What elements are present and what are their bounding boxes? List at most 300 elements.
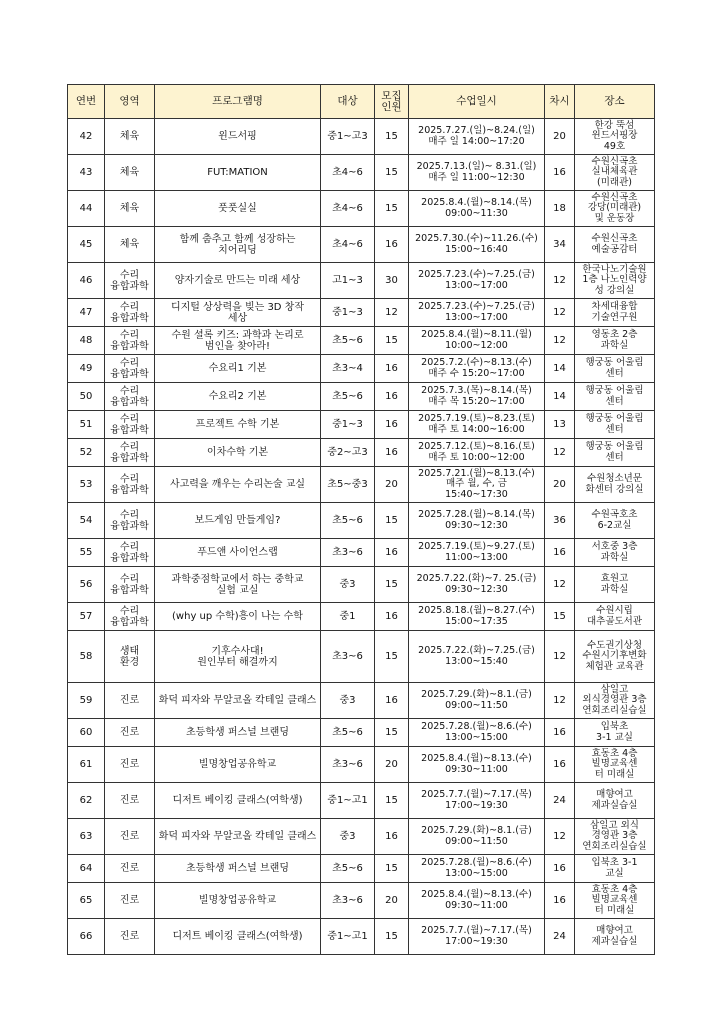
cell-place-line: 연회조리실습실: [582, 704, 647, 716]
cell-program-line: 초등학생 퍼스널 브랜딩: [186, 727, 289, 738]
cell-sessions: 12: [545, 439, 575, 467]
cell-date-line: 2025.8.4.(월)~8.11.(월): [421, 329, 532, 340]
cell-area-line: 융합과학: [110, 424, 149, 436]
cell-no: 52: [68, 439, 105, 467]
table-row: [68, 747, 655, 783]
cell-place: [575, 567, 655, 603]
cell-count: 15: [375, 783, 409, 819]
cell-count: 15: [375, 503, 409, 539]
cell-place: [575, 631, 655, 683]
cell-target: 초4~6: [321, 191, 375, 227]
cell-no: 46: [68, 263, 105, 299]
cell-program-line: 치어리딩: [218, 244, 257, 256]
cell-area-line: 체육: [119, 167, 140, 178]
cell-area: [105, 683, 155, 719]
cell-sessions: 12: [545, 631, 575, 683]
cell-sessions: 16: [545, 747, 575, 783]
cell-place-line: 수원신곡초: [591, 191, 638, 203]
cell-place-line: 수원신곡초: [591, 155, 638, 167]
cell-program: [155, 503, 321, 539]
cell-program: [155, 119, 321, 155]
cell-date-line: 2025.7.3.(목)~8.14.(목): [421, 385, 532, 396]
cell-area: [105, 719, 155, 747]
cell-program: [155, 567, 321, 603]
cell-date: [409, 783, 545, 819]
cell-place-line: 화센터 강의실: [585, 483, 644, 495]
cell-no: 64: [68, 855, 105, 883]
cell-date-line: 2025.7.29.(화)~8.1.(금): [421, 689, 532, 700]
cell-program-line: 사고력을 깨우는 수리논술 교실: [169, 479, 306, 490]
cell-place-line: 윈드서핑장: [591, 130, 638, 142]
cell-program: [155, 439, 321, 467]
cell-date-line: 2025.8.18.(월)~8.27.(수): [418, 605, 535, 616]
cell-program: [155, 539, 321, 567]
cell-place: [575, 299, 655, 327]
cell-place-line: 3-1 교실: [596, 731, 633, 743]
cell-program-line: 이차수학 기본: [206, 447, 269, 458]
cell-date-line: 매주 수 15:20~17:00: [428, 367, 525, 379]
cell-date-line: 2025.7.28.(월)~8.14.(목): [418, 509, 535, 520]
cell-date-line: 13:00~17:00: [445, 311, 508, 323]
cell-no: 50: [68, 383, 105, 411]
cell-place: [575, 327, 655, 355]
cell-date: [409, 819, 545, 855]
cell-sessions: 12: [545, 327, 575, 355]
cell-sessions: 16: [545, 719, 575, 747]
cell-place-line: 제과실습실: [591, 935, 638, 947]
cell-target: 초3~4: [321, 355, 375, 383]
cell-program-line: 범인을 찾아라!: [204, 340, 271, 352]
cell-place: [575, 919, 655, 955]
cell-count: 16: [375, 355, 409, 383]
cell-place: [575, 819, 655, 855]
cell-program: [155, 719, 321, 747]
header-no: 연번: [68, 85, 105, 119]
cell-date: [409, 119, 545, 155]
cell-target: 초3~6: [321, 883, 375, 919]
cell-place-line: 대추골도서관: [586, 615, 643, 627]
cell-area-line: 융합과학: [110, 452, 149, 464]
cell-area: [105, 263, 155, 299]
cell-place: [575, 603, 655, 631]
cell-date-line: 2025.7.27.(일)~8.24.(일): [418, 125, 535, 136]
cell-program-line: 수원 셜록 키즈: 과학과 논리로: [171, 329, 304, 341]
cell-place-line: 과학실: [600, 583, 629, 595]
cell-date: [409, 383, 545, 411]
cell-date: [409, 567, 545, 603]
cell-program-line: 세상: [227, 312, 248, 324]
cell-area-line: 수리: [119, 385, 140, 397]
cell-place-line: 교실: [605, 867, 624, 879]
cell-place-line: 성 강의실: [594, 284, 635, 296]
cell-sessions: 16: [545, 883, 575, 919]
cell-program-line: 화덕 피자와 무알코올 칵테일 클래스: [158, 831, 317, 842]
cell-sessions: 14: [545, 355, 575, 383]
cell-place-line: 수원시기후변화: [582, 650, 647, 662]
cell-program-line: 프로젝트 수학 기본: [195, 419, 280, 430]
header-count-line: 모집: [381, 89, 402, 102]
cell-area-line: 융합과학: [110, 312, 149, 324]
cell-no: 44: [68, 191, 105, 227]
cell-target: 중1~고1: [321, 783, 375, 819]
cell-area-line: 수리: [119, 269, 140, 281]
cell-date: [409, 467, 545, 503]
cell-area-line: 수리: [119, 509, 140, 521]
cell-sessions: 16: [545, 855, 575, 883]
cell-program: [155, 683, 321, 719]
cell-place-line: 수원시립: [596, 605, 633, 616]
cell-count: 20: [375, 747, 409, 783]
cell-count: 15: [375, 191, 409, 227]
table-row: [68, 119, 655, 155]
table-row: [68, 855, 655, 883]
cell-place: [575, 855, 655, 883]
cell-program-line: 푸드앤 사이언스랩: [197, 547, 278, 558]
cell-date: [409, 503, 545, 539]
cell-date-line: 09:30~12:30: [445, 519, 508, 531]
cell-target: 중1: [321, 603, 375, 631]
cell-date: [409, 155, 545, 191]
cell-area: [105, 119, 155, 155]
cell-place-line: 영동초 2층: [591, 329, 638, 340]
cell-no: 61: [68, 747, 105, 783]
cell-area-line: 수리: [119, 541, 140, 553]
cell-program: [155, 355, 321, 383]
cell-place-line: 강당(미래관): [587, 202, 642, 214]
cell-date-line: 09:30~11:00: [445, 763, 508, 775]
table-row: [68, 355, 655, 383]
cell-program-line: 보드게임 만들게임?: [194, 515, 281, 526]
cell-target: 초4~6: [321, 155, 375, 191]
cell-sessions: 34: [545, 227, 575, 263]
cell-area: [105, 299, 155, 327]
cell-program: [155, 411, 321, 439]
cell-program-line: 원인부터 해결까지: [197, 656, 278, 668]
table-row: [68, 299, 655, 327]
cell-date: [409, 299, 545, 327]
cell-date: [409, 855, 545, 883]
cell-program: [155, 747, 321, 783]
cell-count: 16: [375, 383, 409, 411]
cell-program: [155, 299, 321, 327]
cell-no: 57: [68, 603, 105, 631]
cell-place: [575, 155, 655, 191]
cell-date: [409, 439, 545, 467]
cell-place-line: 행궁동 어울림: [585, 385, 644, 396]
cell-area-line: 진로: [119, 727, 140, 738]
table-row: [68, 467, 655, 503]
cell-place: [575, 683, 655, 719]
cell-area-line: 진로: [119, 695, 140, 706]
cell-date-line: 09:00~11:30: [445, 207, 508, 219]
cell-area-line: 융합과학: [110, 340, 149, 352]
cell-area-line: 융합과학: [110, 584, 149, 596]
cell-target: 중1~3: [321, 299, 375, 327]
cell-place-line: 행궁동 어울림: [585, 413, 644, 424]
cell-place: [575, 503, 655, 539]
cell-date-line: 2025.7.22.(화)~7.25.(금): [418, 645, 535, 656]
cell-target: 초5~중3: [321, 467, 375, 503]
cell-date-line: 매주 토 14:00~16:00: [428, 423, 525, 435]
table-row: [68, 411, 655, 439]
cell-sessions: 24: [545, 919, 575, 955]
cell-program-line: 기후수사대!: [211, 645, 264, 657]
cell-target: 초4~6: [321, 227, 375, 263]
cell-date-line: 2025.7.28.(월)~8.6.(수): [421, 857, 532, 868]
cell-program: [155, 155, 321, 191]
header-place: 장소: [575, 85, 655, 119]
table-row: [68, 383, 655, 411]
cell-sessions: 36: [545, 503, 575, 539]
cell-date-line: 2025.7.23.(수)~7.25.(금): [418, 269, 535, 280]
cell-place: [575, 119, 655, 155]
cell-sessions: 16: [545, 539, 575, 567]
cell-date-line: 2025.7.13.(일)~ 8.31.(일): [416, 161, 537, 172]
cell-place-line: 및 운동장: [594, 212, 635, 224]
cell-place: [575, 783, 655, 819]
cell-date: [409, 631, 545, 683]
cell-date-line: 매주 토 10:00~12:00: [428, 451, 525, 463]
cell-place: [575, 439, 655, 467]
cell-place-line: 수도권기상청: [586, 639, 643, 651]
cell-date-line: 2025.7.21.(월)~8.13.(수): [418, 467, 535, 479]
cell-date-line: 2025.7.19.(토)~9.27.(토): [418, 541, 535, 552]
cell-date-line: 17:00~19:30: [445, 799, 508, 811]
cell-place: [575, 227, 655, 263]
cell-area-line: 수리: [119, 413, 140, 425]
cell-place-line: 터 미래실: [594, 768, 635, 780]
table-row: [68, 883, 655, 919]
cell-date-line: 13:00~15:40: [445, 655, 508, 667]
cell-target: 중3: [321, 819, 375, 855]
cell-area: [105, 467, 155, 503]
table-row: [68, 719, 655, 747]
cell-date-line: 09:00~11:50: [445, 835, 508, 847]
cell-place: [575, 467, 655, 503]
cell-place: [575, 411, 655, 439]
cell-area: [105, 227, 155, 263]
header-date: 수업일시: [409, 85, 545, 119]
cell-date-line: 2025.7.12.(토)~8.16.(토): [418, 441, 535, 452]
cell-program: [155, 855, 321, 883]
cell-place: [575, 263, 655, 299]
cell-area-line: 체육: [119, 131, 140, 142]
cell-date-line: 매주 월, 수, 금: [446, 478, 507, 490]
cell-no: 47: [68, 299, 105, 327]
cell-place: [575, 355, 655, 383]
cell-place-line: 센터: [605, 423, 624, 435]
cell-place: [575, 747, 655, 783]
cell-place-line: 효원고: [600, 573, 629, 584]
cell-date-line: 15:40~17:30: [445, 488, 508, 500]
cell-count: 15: [375, 919, 409, 955]
cell-target: 초5~6: [321, 719, 375, 747]
cell-area: [105, 155, 155, 191]
cell-place-line: 과학실: [600, 339, 629, 351]
cell-program: [155, 883, 321, 919]
cell-date-line: 2025.7.23.(수)~7.25.(금): [418, 301, 535, 312]
cell-no: 58: [68, 631, 105, 683]
cell-no: 42: [68, 119, 105, 155]
cell-date-line: 13:00~15:00: [445, 731, 508, 743]
cell-sessions: 24: [545, 783, 575, 819]
cell-program-line: 양자기술로 만드는 미래 세상: [174, 275, 301, 286]
cell-program: [155, 783, 321, 819]
cell-area-line: 수리: [119, 329, 140, 341]
cell-program-line: 수요리1 기본: [208, 363, 267, 374]
cell-place-line: 행궁동 어울림: [585, 441, 644, 452]
cell-program-line: 윈드서핑: [218, 131, 257, 142]
cell-count: 16: [375, 819, 409, 855]
table-row: [68, 155, 655, 191]
cell-program-line: (why up 수학)흥이 나는 수학: [172, 611, 303, 622]
cell-place-line: 행궁동 어울림: [585, 357, 644, 368]
header-count: [375, 85, 409, 119]
cell-area: [105, 355, 155, 383]
cell-count: 20: [375, 883, 409, 919]
cell-place-line: 6-2교실: [597, 519, 632, 531]
header-area: 영역: [105, 85, 155, 119]
cell-place-line: 경영관 3층: [591, 830, 638, 842]
cell-area-line: 융합과학: [110, 520, 149, 532]
cell-target: 초5~6: [321, 327, 375, 355]
cell-area-line: 수리: [119, 573, 140, 585]
cell-place-line: 제과실습실: [591, 799, 638, 811]
cell-area: [105, 747, 155, 783]
cell-program: [155, 631, 321, 683]
cell-area-line: 수리: [119, 301, 140, 313]
cell-date: [409, 355, 545, 383]
cell-place-line: 매향여고: [596, 789, 633, 800]
cell-program: [155, 919, 321, 955]
cell-date: [409, 683, 545, 719]
cell-count: 30: [375, 263, 409, 299]
cell-place-line: (미래관): [597, 176, 632, 188]
header-sessions: 차시: [545, 85, 575, 119]
cell-place-line: 과학실: [600, 551, 629, 563]
cell-date: [409, 883, 545, 919]
cell-date-line: 09:30~11:00: [445, 899, 508, 911]
cell-program: [155, 383, 321, 411]
cell-program: [155, 467, 321, 503]
cell-place-line: 입북초 3-1: [591, 857, 638, 868]
header-count-line: 인원: [381, 100, 402, 113]
cell-area: [105, 819, 155, 855]
cell-sessions: 13: [545, 411, 575, 439]
cell-date-line: 2025.7.28.(월)~8.6.(수): [421, 721, 532, 732]
cell-area-line: 융합과학: [110, 616, 149, 628]
cell-count: 15: [375, 855, 409, 883]
cell-target: 초3~6: [321, 747, 375, 783]
cell-place: [575, 383, 655, 411]
cell-date: [409, 411, 545, 439]
table-row: [68, 503, 655, 539]
cell-sessions: 12: [545, 263, 575, 299]
cell-area: [105, 603, 155, 631]
cell-area: [105, 327, 155, 355]
cell-place-line: 빌명교육센: [591, 894, 638, 906]
cell-area-line: 수리: [119, 473, 140, 485]
cell-place-line: 한국나노기술원: [582, 263, 647, 275]
cell-area: [105, 539, 155, 567]
cell-sessions: 20: [545, 467, 575, 503]
header-target: 대상: [321, 85, 375, 119]
cell-area-line: 진로: [119, 831, 140, 842]
cell-sessions: 12: [545, 567, 575, 603]
cell-area: [105, 919, 155, 955]
cell-program-line: 초등학생 퍼스널 브랜딩: [186, 863, 289, 874]
cell-date-line: 10:00~12:00: [445, 339, 508, 351]
cell-place: [575, 719, 655, 747]
cell-date: [409, 191, 545, 227]
cell-program-line: 빌명창업공유학교: [198, 895, 277, 906]
cell-place-line: 입북초: [600, 721, 629, 732]
table-row: [68, 919, 655, 955]
cell-date-line: 매주 일 11:00~12:30: [428, 171, 525, 183]
cell-count: 16: [375, 683, 409, 719]
cell-count: 12: [375, 299, 409, 327]
cell-sessions: 12: [545, 819, 575, 855]
cell-program: [155, 327, 321, 355]
cell-date: [409, 919, 545, 955]
cell-place-line: 삼일고: [600, 683, 629, 695]
cell-date-line: 2025.8.4.(월)~8.14.(목): [421, 197, 532, 208]
cell-target: 초3~6: [321, 631, 375, 683]
cell-count: 20: [375, 467, 409, 503]
cell-date-line: 09:30~12:30: [445, 583, 508, 595]
cell-place-line: 예술공감터: [591, 243, 638, 255]
cell-target: 초3~6: [321, 539, 375, 567]
cell-place-line: 기술연구원: [591, 311, 638, 323]
cell-no: 59: [68, 683, 105, 719]
cell-place-line: 수원청소년문: [586, 473, 643, 484]
table-row: [68, 783, 655, 819]
header-program: 프로그램명: [155, 85, 321, 119]
cell-date-line: 15:00~17:35: [445, 615, 508, 627]
cell-place: [575, 539, 655, 567]
cell-no: 54: [68, 503, 105, 539]
cell-place-line: 연회조리실습실: [582, 840, 647, 852]
table-row: [68, 567, 655, 603]
cell-program: [155, 603, 321, 631]
table-row: [68, 327, 655, 355]
cell-program-line: FUT:MATION: [207, 167, 268, 178]
cell-area-line: 융합과학: [110, 280, 149, 292]
cell-target: 초5~6: [321, 383, 375, 411]
cell-date: [409, 227, 545, 263]
cell-count: 15: [375, 155, 409, 191]
cell-area-line: 진로: [119, 931, 140, 942]
cell-no: 63: [68, 819, 105, 855]
cell-target: 초5~6: [321, 855, 375, 883]
cell-program-line: 화덕 피자와 무알코올 칵테일 클래스: [158, 695, 317, 706]
cell-program: [155, 191, 321, 227]
cell-target: 중1~고1: [321, 919, 375, 955]
cell-area-line: 융합과학: [110, 484, 149, 496]
cell-area-line: 수리: [119, 605, 140, 617]
cell-sessions: 14: [545, 383, 575, 411]
cell-no: 48: [68, 327, 105, 355]
cell-date-line: 2025.7.30.(수)~11.26.(수): [415, 233, 538, 244]
cell-program-line: 풋풋실실: [218, 203, 257, 214]
cell-program-line: 디저트 베이킹 클래스(여학생): [172, 795, 303, 806]
cell-date-line: 2025.7.7.(월)~7.17.(목): [421, 925, 532, 936]
cell-target: 중3: [321, 567, 375, 603]
cell-date-line: 매주 목 15:20~17:00: [428, 395, 525, 407]
cell-area-line: 생태: [119, 645, 140, 657]
cell-program-line: 디저트 베이킹 클래스(여학생): [172, 931, 303, 942]
cell-area-line: 체육: [119, 239, 140, 250]
